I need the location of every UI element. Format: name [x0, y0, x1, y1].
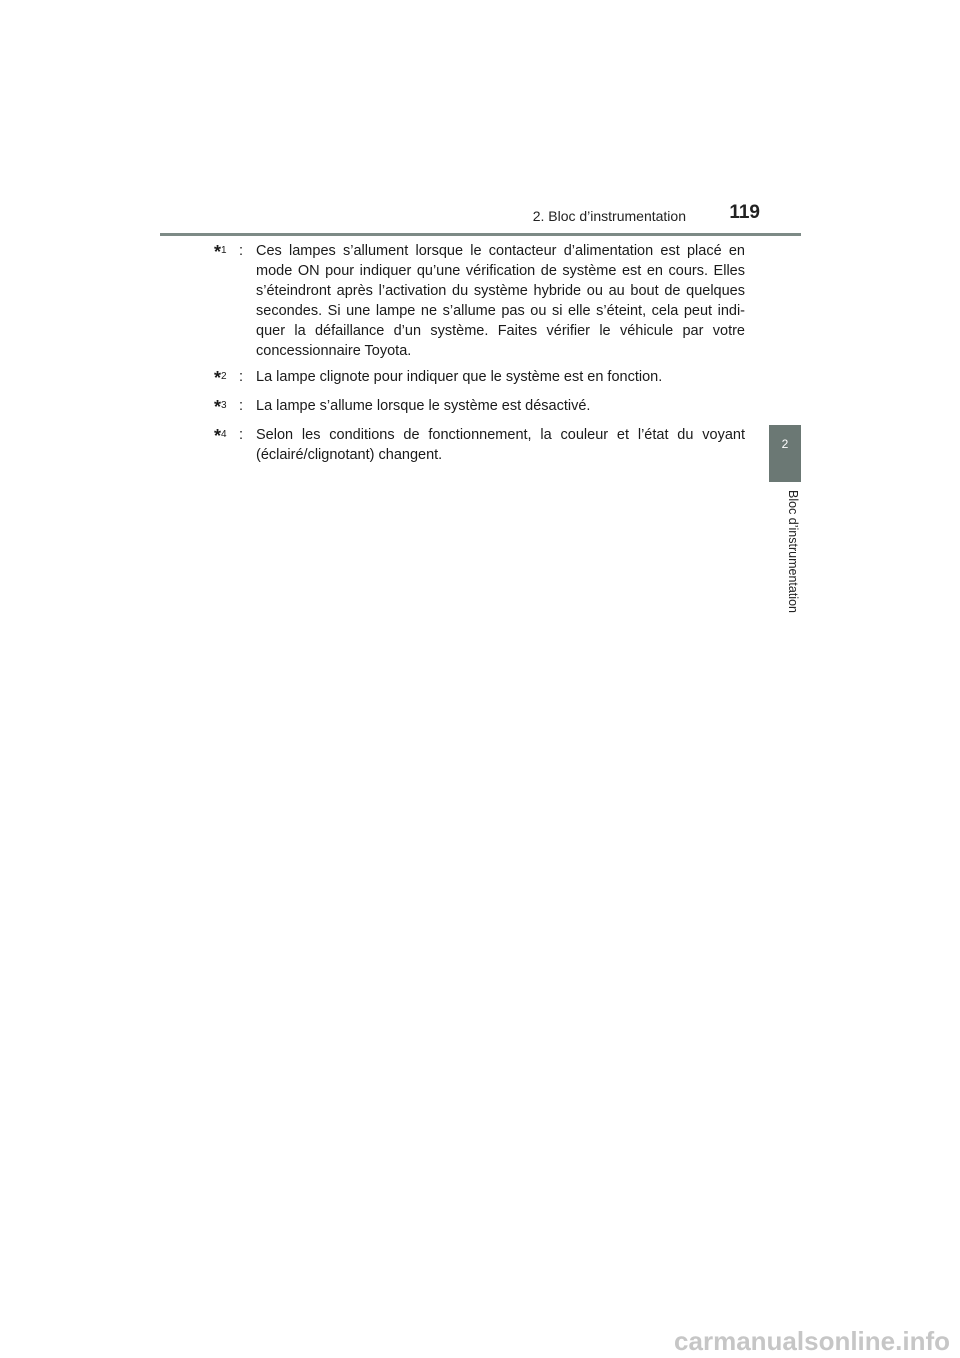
asterisk-icon: *	[214, 397, 222, 417]
footnote-item: *$^2$ : La lampe clignote pour indiquer que le système est en fonction.	[214, 367, 745, 390]
section-title: 2. Bloc d’instrumentation	[532, 208, 686, 224]
footnote-marker	[214, 241, 239, 361]
asterisk-icon: *	[214, 242, 222, 262]
footnote-text: La lampe clignote pour indiquer que le système est en fonction.	[256, 369, 663, 385]
chapter-tab-number: 2	[781, 437, 789, 451]
footnote-text: La lampe s’allume lorsque le système est désactivé.	[256, 398, 591, 414]
footnote-index: 2	[221, 371, 227, 382]
footnote-index: 3	[221, 400, 227, 411]
footnote-item: *$^1$ : Ces lampes s’allument lorsque le contacteur d’alimentation est placé en mode ON pour indiquer qu’une vérification de système est en cours. Elles s’éteindront après l’activation du système hybride ou au bout de quelques secondes. Si une lampe ne s’allume pas ou si elle s’éteint, cela peut indi-quer la défaillance d’un système. Faites vérifier le véhicule par votre concessionnaire Toyota.	[214, 242, 745, 359]
asterisk-icon: *	[214, 368, 222, 388]
footnote-marker	[214, 367, 239, 390]
footnote-list	[214, 241, 745, 471]
footnote-marker	[214, 425, 239, 465]
chapter-tab-label: Bloc d’instrumentation	[786, 490, 800, 613]
asterisk-icon: *	[214, 426, 222, 446]
footnote-index: 4	[221, 429, 227, 440]
footnote-index: 1	[221, 245, 227, 256]
footnote-item: *$^4$ : Selon les conditions de fonctionnement, la couleur et l’état du voyant (éclairé/clignotant) changent.	[214, 426, 745, 463]
chapter-tab	[769, 425, 801, 482]
footnote-text: Selon les conditions de fonctionnement, la couleur et l’état du voyant (éclairé/clignotant) changent.	[256, 427, 745, 463]
header-rule	[160, 233, 801, 236]
page-number: 119	[729, 202, 760, 223]
footnote-text: Ces lampes s’allument lorsque le contacteur d’alimentation est placé en mode ON pour indiquer qu’une vérification de système est en cours. Elles s’éteindront après l’activation du système hybride ou au bout de quelques secondes. Si une lampe ne s’allume pas ou si elle s’éteint, cela peut indi-quer la défaillance d’un système. Faites vérifier le véhicule par votre concessionnaire Toyota.	[256, 243, 745, 359]
footnote-marker	[214, 396, 239, 419]
site-watermark: carmanualsonline.info	[674, 1326, 950, 1356]
footnote-item: *$^3$ : La lampe s’allume lorsque le système est désactivé.	[214, 396, 745, 419]
